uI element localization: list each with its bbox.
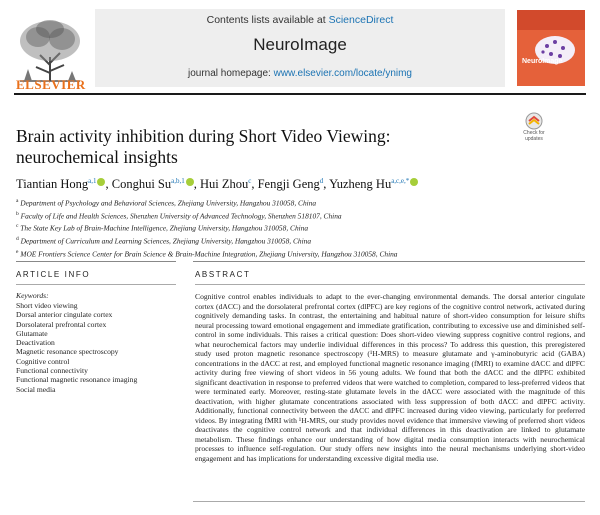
author-affiliation-mark[interactable]: c: [248, 177, 252, 185]
orcid-icon[interactable]: [410, 178, 418, 186]
author-separator: ,: [251, 177, 258, 192]
keywords-label: Keywords:: [16, 291, 49, 300]
author-affiliation-mark[interactable]: a,c,e,*: [391, 177, 410, 185]
keyword: Deactivation: [16, 338, 55, 348]
journal-homepage-link[interactable]: www.elsevier.com/locate/ynimg: [273, 68, 412, 79]
affiliation-text: Department of Curriculum and Learning Sciences, Zhejiang University, Hangzhou 310058, China: [18, 236, 312, 246]
publisher-name: ELSEVIER: [16, 77, 86, 92]
author-name[interactable]: Tiantian Hong: [16, 177, 89, 192]
paper-title: Brain activity inhibition during Short Video Viewing: neurochemical insights: [16, 126, 391, 167]
author-name[interactable]: Fengji Geng: [257, 177, 320, 192]
keyword: Short video viewing: [16, 301, 78, 310]
affiliation-mark: c: [16, 223, 19, 230]
divider-left: [16, 261, 176, 262]
author[interactable]: [200, 177, 251, 191]
affiliation: [16, 247, 398, 260]
journal-homepage-line: [95, 68, 505, 79]
abstract-rule: [195, 284, 585, 285]
sciencedirect-link[interactable]: ScienceDirect: [328, 14, 394, 26]
affiliation-text: Department of Psychology and Behavioral Sciences, Zhejiang University, Hangzhou 310058, China: [18, 198, 317, 208]
abstract-bottom-rule: [193, 501, 585, 502]
contents-availability-line: [95, 14, 505, 26]
affiliation: [16, 196, 398, 209]
abstract-heading: ABSTRACT: [195, 270, 251, 279]
affiliation-mark: b: [16, 210, 19, 217]
author[interactable]: [329, 177, 418, 191]
author-affiliation-mark[interactable]: a,b,1: [171, 177, 185, 185]
author-affiliation-mark[interactable]: d: [319, 177, 324, 185]
author-affiliation-mark[interactable]: a,1: [88, 177, 97, 185]
homepage-prefix: journal homepage:: [187, 68, 274, 79]
journal-name[interactable]: NeuroImage: [253, 35, 347, 54]
author-name[interactable]: Hui Zhou: [199, 177, 249, 192]
affiliation: [16, 209, 398, 222]
journal-cover-image[interactable]: [517, 10, 585, 86]
author[interactable]: [258, 177, 324, 191]
affiliation: [16, 234, 398, 247]
author-separator: ,: [105, 177, 112, 192]
contents-prefix: Contents lists available at: [206, 14, 329, 26]
divider-right: [193, 261, 585, 262]
article-info-heading: ARTICLE INFO: [16, 270, 91, 279]
keyword: Dorsal anterior cingulate cortex: [16, 310, 113, 320]
keyword: Cognitive control: [16, 356, 70, 366]
keyword: Glutamate: [16, 328, 48, 338]
affiliation-mark: a: [16, 198, 19, 204]
affiliation-list: [16, 196, 398, 259]
author-name[interactable]: Yuzheng Hu: [329, 177, 392, 192]
keyword-list: [16, 301, 137, 394]
author-name[interactable]: Conghui Su: [111, 177, 172, 192]
affiliation-text: MOE Frontiers Science Center for Brain Science & Brain-Machine Integration, Zhejiang University, Hangzhou 310058, China: [18, 249, 398, 259]
author-separator: ,: [193, 177, 200, 192]
affiliation-mark: e: [16, 248, 19, 255]
orcid-icon[interactable]: [186, 178, 194, 186]
author-list: [16, 177, 418, 192]
cover-title: NeuroImage: [522, 58, 563, 65]
affiliation-text: The State Key Lab of Brain-Machine Intelligence, Zhejiang University, Hangzhou 310058, China: [18, 223, 309, 233]
cover-brain-graphic: [517, 10, 585, 86]
keyword: Functional magnetic resonance imaging: [16, 375, 138, 385]
author[interactable]: [16, 177, 105, 191]
author-separator: ,: [323, 177, 330, 192]
article-info-rule: [16, 284, 176, 285]
check-for-updates-label[interactable]: Check for updates: [523, 130, 545, 142]
author[interactable]: [112, 177, 194, 191]
keyword: Functional connectivity: [16, 366, 88, 376]
abstract-text: Cognitive control enables individuals to adapt to the ever-changing environmental demands. The dorsal anterior cingulate cortex (dACC) and the dorsolateral prefrontal cortex (dlPFC) are key regions of the cognitive control network, activated during cognitively demanding tasks. In contrast, the entertaining and habitual nature of short-video consumption for leisure shifts neural processing toward emotional engagement and immediate gratification, contributing to excessive use and diminished self-control in some individuals. This raises a critical question: Does short-video viewing suppress cognitive control regions, and what neurochemical factors may underlie individual differences in this process? To address this question, this preregistered study used proton magnetic resonance spectroscopy (¹H-MRS) to measure glutamate and γ-aminobutyric acid (GABA) concentrations in the dACC at rest, and employed functional magnetic resonance imaging (fMRI) to examine dACC and dlPFC activity during free viewing of short videos in 56 young adults. We found that both the dACC and the dlPFC exhibited significant deactivation in response to preferred videos that were watched to completion, compared to less-preferred videos that were terminated early. Moreover, resting-state glutamate levels in the dACC were associated with the magnitude of this deactivation, with higher glutamate concentrations associated with less suppression of both dACC and dlPFC activity. Additionally, functional connectivity between the dACC and dlPFC increased during video viewing, particularly for preferred videos. By integrating fMRI with ¹H-MRS, our study provides novel evidence that immersive viewing of preferred short videos deactivates the cognitive control network and that individual differences in this deactivation are linked to glutamate metabolism. These findings enhance our understanding of how digital media consumption interacts with neurochemical processes to influence self-regulation. Our study offers new insights into the neural mechanisms underlying short-video engagement and has implications for understanding excessive digital media use.: [195, 292, 585, 463]
keyword: Dorsolateral prefrontal cortex: [16, 319, 107, 329]
affiliation-mark: d: [16, 236, 19, 243]
keyword: Social media: [16, 384, 56, 394]
header-divider: [14, 93, 586, 95]
affiliation: [16, 221, 398, 234]
affiliation-text: Faculty of Life and Health Sciences, Shenzhen University of Advanced Technology, Shenzhen 518107, China: [18, 211, 342, 221]
keyword: Magnetic resonance spectroscopy: [16, 347, 119, 357]
